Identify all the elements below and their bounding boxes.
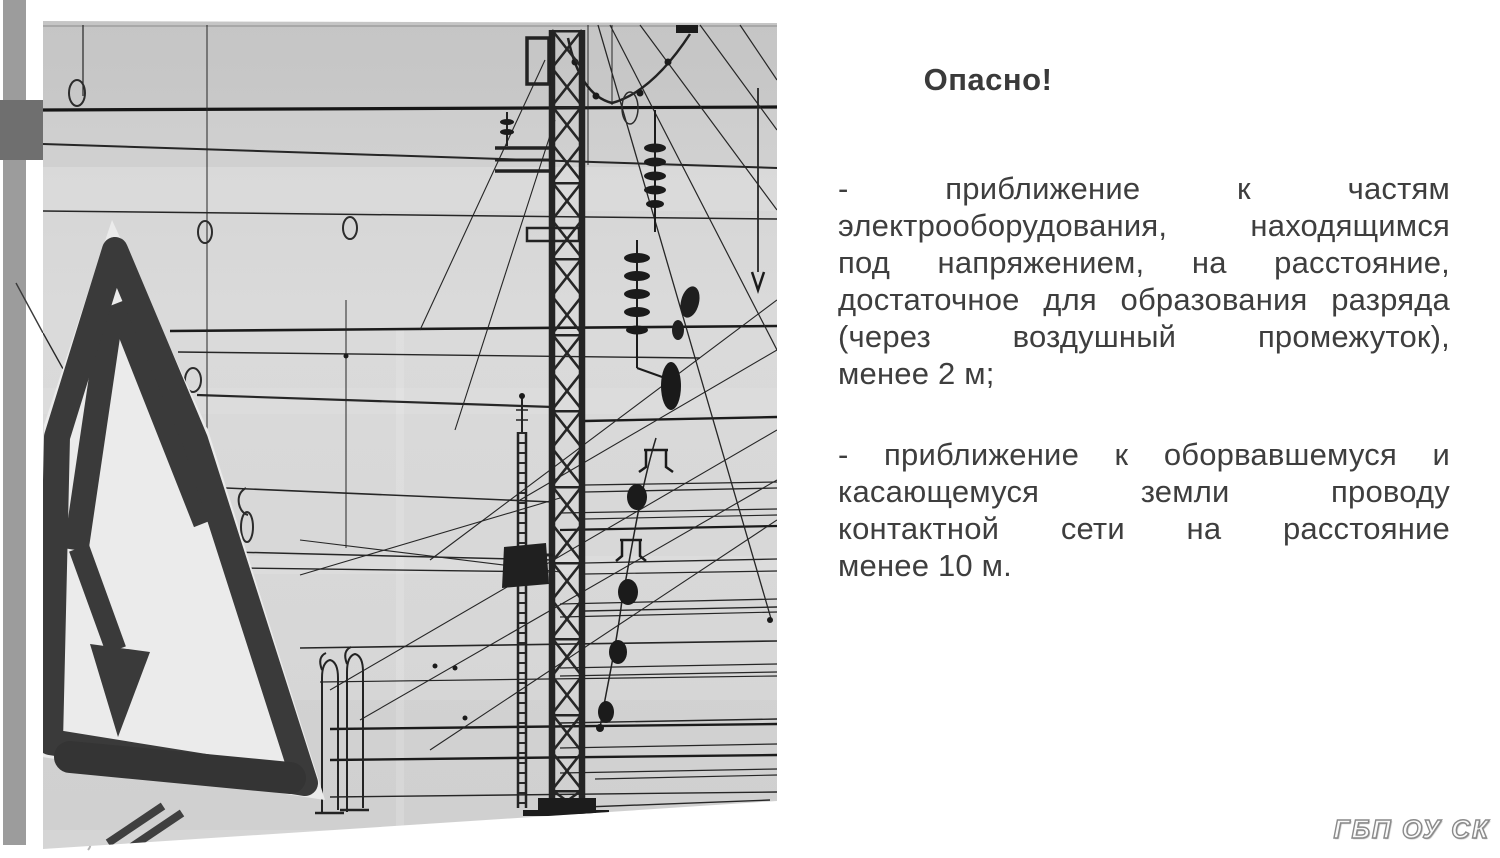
bullet-line: достаточное для образования разряда: [838, 282, 1450, 317]
bullet-line: - приближение к оборвавшемуся и: [838, 437, 1450, 472]
bullet-line: менее 2 м;: [838, 356, 995, 391]
bullet-line: касающемуся земли проводу: [838, 474, 1450, 509]
bullet-line: - приближение к частям: [838, 171, 1450, 206]
bullet-line: контактной сети на расстояние: [838, 511, 1450, 546]
bullet-line: (через воздушный промежуток),: [838, 319, 1450, 354]
slide-title: Опасно!: [923, 62, 1053, 97]
bullet-line: под напряжением, на расстояние,: [838, 245, 1450, 280]
faint-scribble: [31, 445, 38, 553]
watermark: ГБП ОУ СК: [1333, 814, 1490, 844]
photo-content: [31, 21, 777, 850]
bullet-line: менее 10 м.: [838, 548, 1012, 583]
bullet-paragraph-2: [838, 436, 1450, 584]
bullet-line: электрооборудования, находящимся: [838, 208, 1450, 243]
signal-box: [502, 543, 549, 588]
bullet-paragraph-1: [838, 170, 1450, 392]
